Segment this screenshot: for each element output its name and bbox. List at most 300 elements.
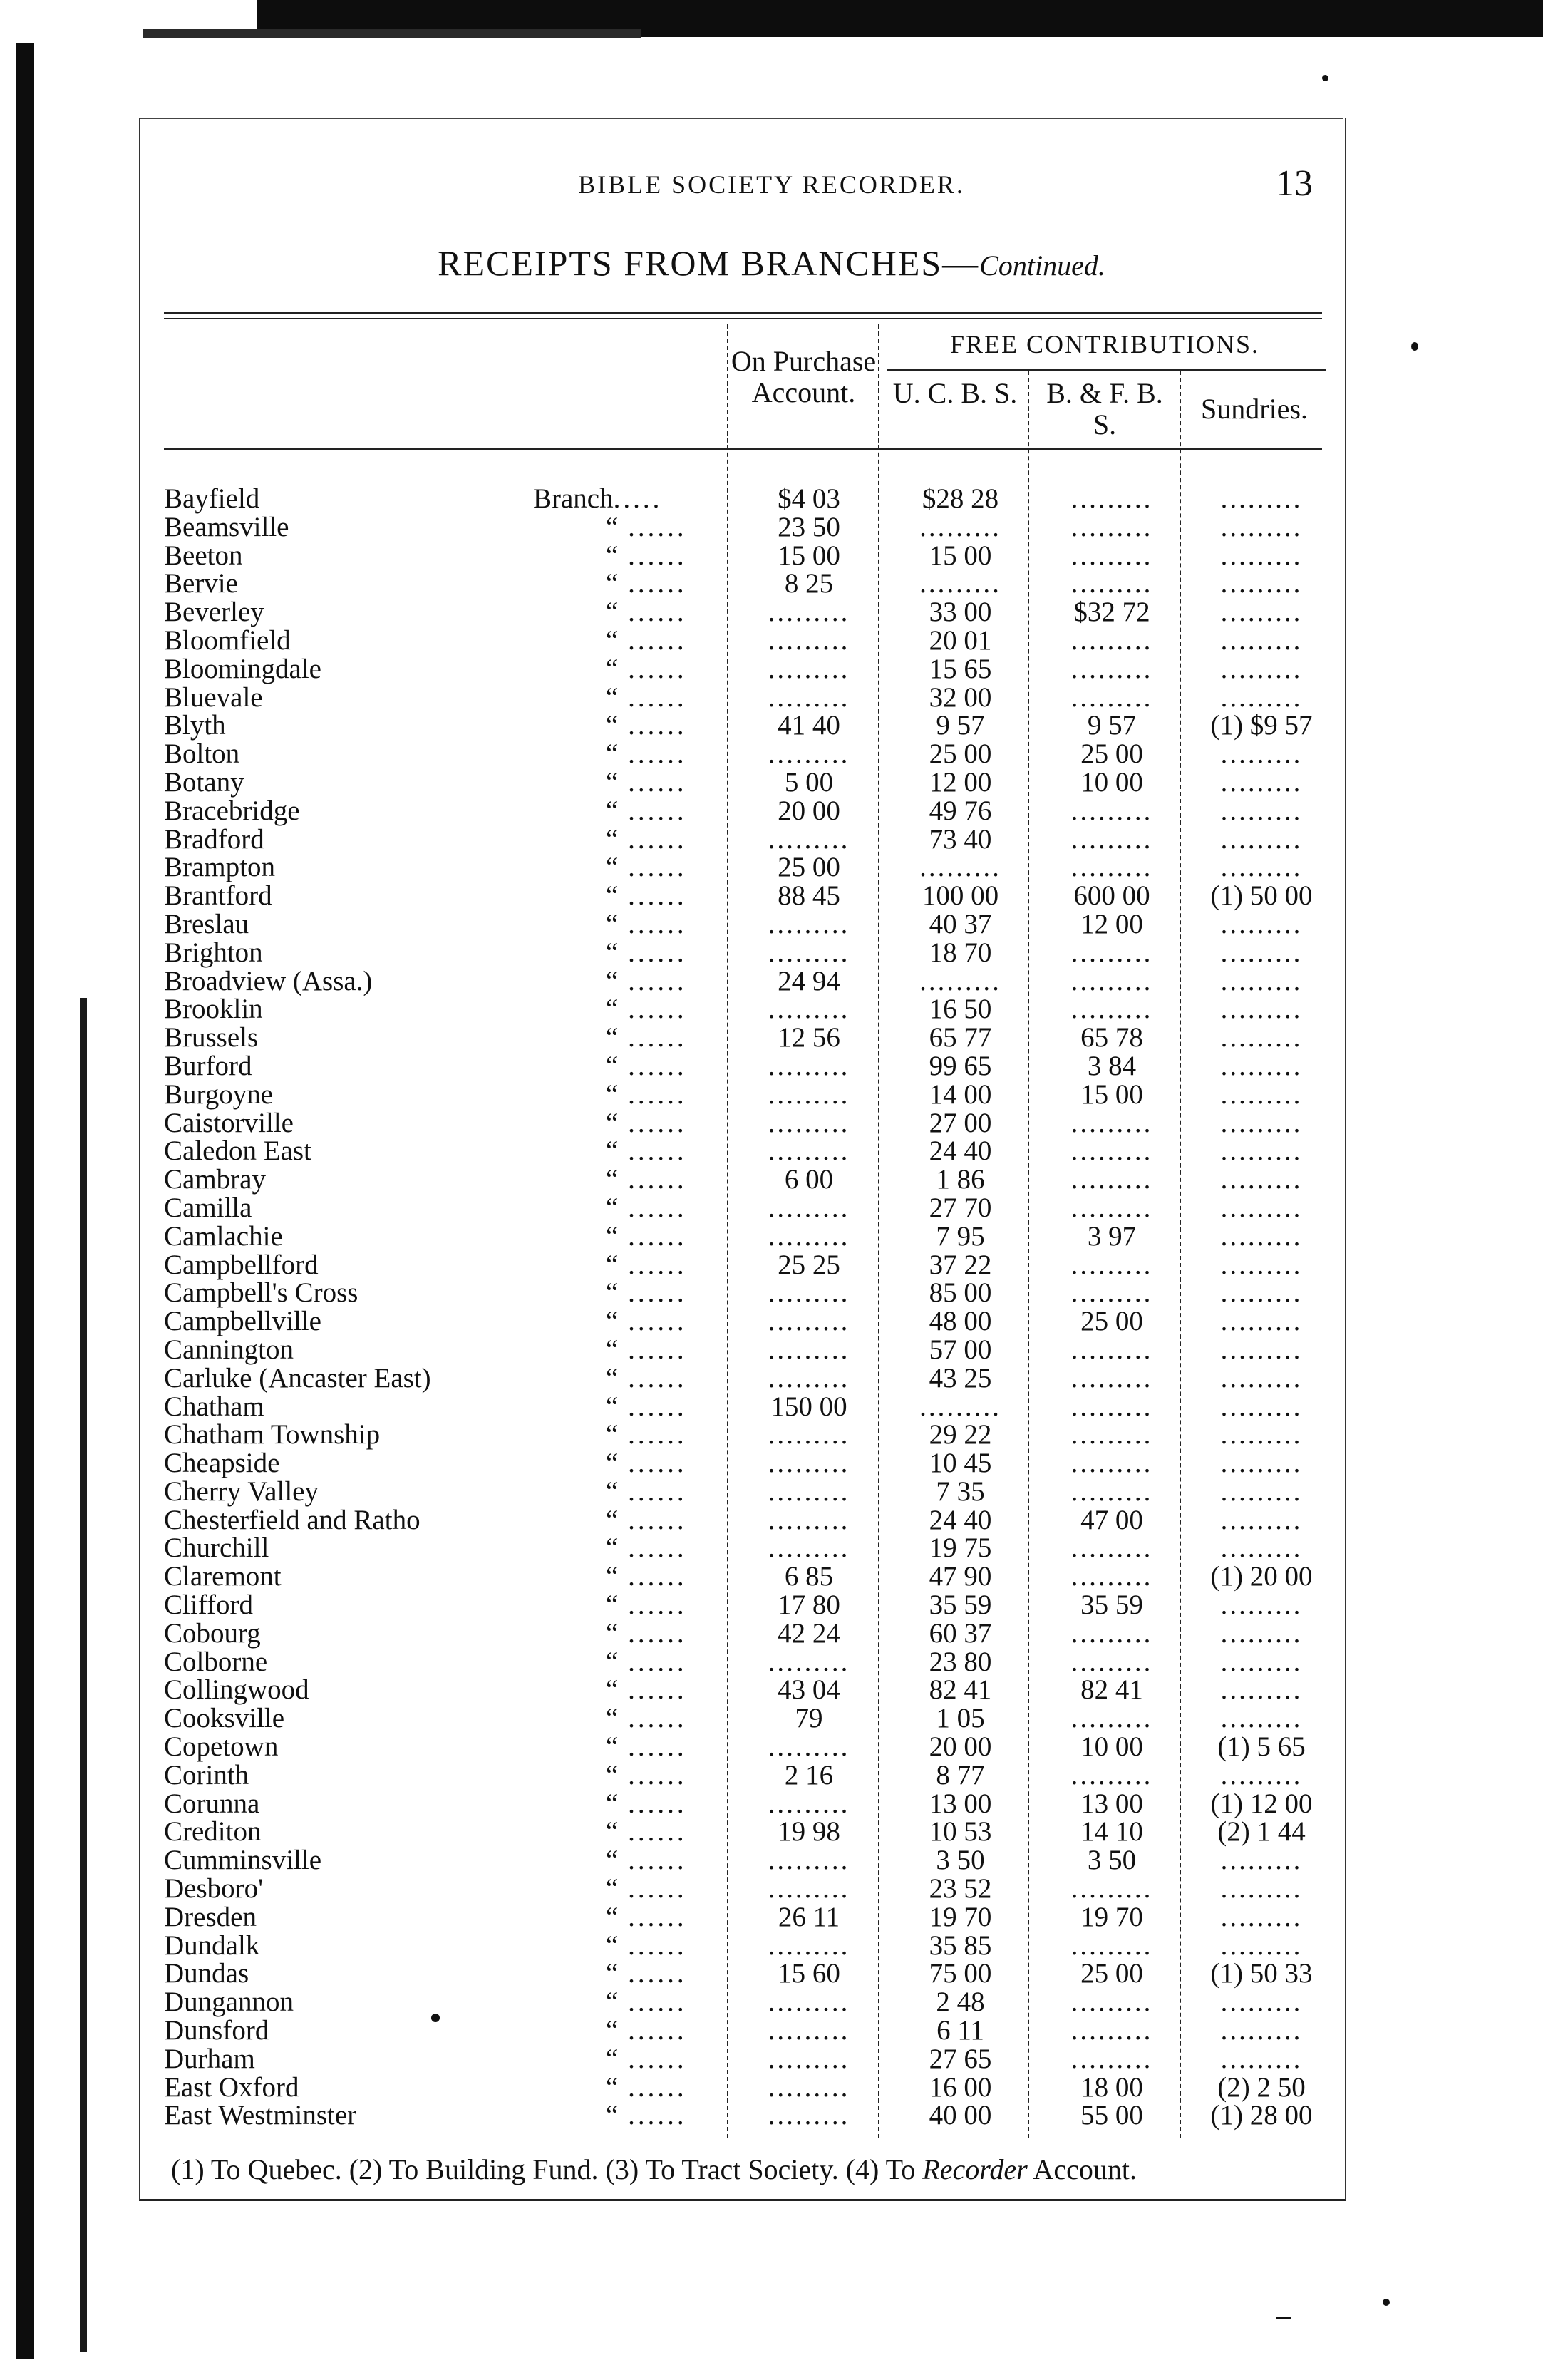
branch-name: Camlachie <box>164 1220 283 1252</box>
cell-sundries: (2) 1 44 <box>1217 1816 1306 1848</box>
cell-sundries <box>1190 1534 1333 1562</box>
cell-sundries <box>1190 1194 1333 1222</box>
cell-bf-bs: 3 84 <box>1087 1050 1137 1081</box>
branch-name: Dundalk <box>164 1930 260 1961</box>
ditto-mark: “ ...... <box>606 598 687 627</box>
branch-name: Chatham Township <box>164 1419 381 1451</box>
branch-name: Cooksville <box>164 1703 285 1734</box>
cell-purchase: 5 00 <box>784 766 834 798</box>
cell-sundries <box>1190 1704 1333 1733</box>
ditto-mark: “ ...... <box>606 711 687 741</box>
ditto-text: “ <box>606 541 619 570</box>
cell-sundries <box>1190 627 1333 655</box>
cell-uc-bs: 29 22 <box>929 1419 992 1451</box>
cell-bf-bs <box>1037 485 1187 513</box>
ditto-mark: “ ...... <box>606 1250 687 1279</box>
table-row <box>164 681 1333 713</box>
ditto-mark: “ ...... <box>606 1307 687 1336</box>
table-row <box>164 1137 1333 1165</box>
ditto-mark: “ ...... <box>606 1051 687 1081</box>
cell-bf-bs <box>1037 542 1187 570</box>
ditto-mark: “ ...... <box>606 2044 687 2074</box>
ditto-text: Branch <box>533 485 614 513</box>
cell-sundries <box>1190 1506 1333 1535</box>
cell-uc-bs: 60 37 <box>929 1617 992 1649</box>
scan-border-left <box>16 43 34 2359</box>
table-row <box>164 740 1333 768</box>
ditto-text: “ <box>606 2016 619 2045</box>
cell-uc-bs: 8 77 <box>936 1759 985 1791</box>
cell-purchase: 8 25 <box>784 568 834 599</box>
cell-uc-bs: 23 52 <box>929 1873 992 1905</box>
table-row <box>164 1364 1333 1393</box>
branch-name: Dundas <box>164 1958 249 1989</box>
cell-purchase <box>734 1222 884 1251</box>
cell-uc-bs: 15 65 <box>929 653 992 684</box>
table-row <box>164 1449 1333 1478</box>
cell-uc-bs: 40 37 <box>929 908 992 939</box>
cell-uc-bs: 35 59 <box>929 1590 992 1621</box>
cell-uc-bs: 19 75 <box>929 1532 992 1564</box>
ditto-text: “ <box>606 1818 619 1847</box>
cell-uc-bs: 73 40 <box>929 823 992 855</box>
cell-uc-bs: 20 01 <box>929 624 992 656</box>
table-row <box>164 2071 1333 2103</box>
ditto-mark: “ ...... <box>606 1959 687 1989</box>
cell-purchase <box>734 1988 884 2016</box>
ditto-mark: “ ...... <box>606 1080 687 1109</box>
cell-sundries <box>1190 1619 1333 1648</box>
cell-purchase <box>734 1109 884 1138</box>
table-row <box>164 1534 1333 1562</box>
ditto-mark: “ ...... <box>606 1704 687 1734</box>
ditto-text: “ <box>606 1421 619 1450</box>
ditto-text: “ <box>606 711 619 741</box>
cell-bf-bs <box>1037 1421 1187 1449</box>
cell-purchase <box>734 598 884 627</box>
scan-speck <box>1322 75 1328 81</box>
ditto-text: “ <box>606 938 619 967</box>
ditto-mark: “ ...... <box>606 1818 687 1847</box>
cell-bf-bs <box>1037 1393 1187 1421</box>
cell-uc-bs: 10 45 <box>929 1448 992 1479</box>
branch-name: Campbell's Cross <box>164 1277 358 1309</box>
cell-uc-bs: 16 50 <box>929 994 992 1025</box>
cell-purchase: 19 98 <box>778 1816 840 1848</box>
table-row <box>164 1988 1333 2016</box>
table-row <box>164 1024 1333 1052</box>
cell-purchase: 25 00 <box>778 852 840 883</box>
cell-purchase <box>734 825 884 854</box>
branch-name: Blyth <box>164 710 226 741</box>
table-row <box>164 1676 1333 1704</box>
scan-border-left-inner <box>80 998 87 2352</box>
cell-bf-bs <box>1037 2045 1187 2074</box>
branch-name: Brighton <box>164 937 263 968</box>
cell-bf-bs <box>1037 825 1187 854</box>
cell-sundries <box>1190 1591 1333 1619</box>
cell-uc-bs: 6 11 <box>936 2015 984 2046</box>
branch-name: Carluke (Ancaster East) <box>164 1362 431 1394</box>
ditto-mark: “ ...... <box>606 1875 687 1903</box>
cell-purchase: 2 16 <box>784 1759 834 1791</box>
cell-bf-bs: 10 00 <box>1080 1731 1143 1763</box>
cell-purchase: 150 00 <box>770 1391 847 1422</box>
ditto-text: “ <box>606 1875 619 1903</box>
cell-purchase <box>734 1081 884 1109</box>
cell-uc-bs: 23 80 <box>929 1646 992 1677</box>
ditto-text: “ <box>606 570 619 599</box>
ditto-mark: “ ...... <box>606 1279 687 1308</box>
cell-purchase <box>734 2016 884 2045</box>
scan-border-top-thin <box>143 29 641 38</box>
ditto-text: “ <box>606 1364 619 1393</box>
table-row <box>164 1165 1333 1194</box>
cell-purchase <box>734 1307 884 1336</box>
cell-sundries <box>1190 1421 1333 1449</box>
table-row <box>164 624 1333 656</box>
ditto-text: “ <box>606 1902 619 1932</box>
footnote <box>171 2153 1326 2186</box>
cell-uc-bs <box>887 513 1033 542</box>
cell-bf-bs: 13 00 <box>1080 1788 1143 1819</box>
cell-sundries <box>1190 1988 1333 2016</box>
cell-uc-bs: 99 65 <box>929 1050 992 1081</box>
cell-purchase <box>734 2074 884 2102</box>
cell-sundries <box>1190 1052 1333 1081</box>
ditto-text: “ <box>606 1505 619 1535</box>
table-row <box>164 1704 1333 1733</box>
cell-sundries <box>1190 598 1333 627</box>
ditto-text: “ <box>606 796 619 825</box>
table-row <box>164 1421 1333 1449</box>
footnote-4-italic: Recorder <box>922 2153 1028 2185</box>
ditto-mark: “ ...... <box>606 2101 687 2131</box>
section-title-text: RECEIPTS FROM BRANCHES— <box>438 243 980 283</box>
cell-purchase: 88 45 <box>778 880 840 912</box>
cell-uc-bs: 43 25 <box>929 1362 992 1394</box>
ditto-text: “ <box>606 1279 619 1308</box>
cell-sundries <box>1190 1676 1333 1704</box>
cell-bf-bs: 25 00 <box>1080 1306 1143 1337</box>
branch-name: Campbellford <box>164 1249 319 1280</box>
ditto-text: “ <box>606 654 619 684</box>
ditto-mark: “ ...... <box>606 1761 687 1790</box>
table-head-rule <box>164 448 1322 450</box>
table-row <box>164 1903 1333 1932</box>
cell-uc-bs: 24 40 <box>929 1504 992 1535</box>
branch-name: Cumminsville <box>164 1845 322 1876</box>
branch-name: Campbellville <box>164 1306 321 1337</box>
table-row <box>164 1279 1333 1307</box>
cell-uc-bs: 48 00 <box>929 1306 992 1337</box>
cell-purchase: 17 80 <box>778 1590 840 1621</box>
cell-bf-bs <box>1037 1478 1187 1506</box>
cell-purchase <box>734 2101 884 2130</box>
cell-bf-bs <box>1037 797 1187 825</box>
branch-name: Bloomingdale <box>164 653 321 684</box>
ditto-mark: “ ...... <box>606 2073 687 2102</box>
cell-uc-bs <box>887 570 1033 598</box>
cell-purchase <box>734 627 884 655</box>
cell-bf-bs <box>1037 1194 1187 1222</box>
table-row <box>164 1251 1333 1279</box>
table-row <box>164 1875 1333 1903</box>
table-row <box>164 1648 1333 1676</box>
cell-uc-bs: 27 65 <box>929 2043 992 2074</box>
cell-purchase <box>734 1336 884 1364</box>
ditto-text: “ <box>606 1165 619 1194</box>
cell-bf-bs <box>1037 1165 1187 1194</box>
cell-uc-bs: 19 70 <box>929 1901 992 1932</box>
scan-speck <box>1411 342 1418 351</box>
cell-sundries <box>1190 1307 1333 1336</box>
ditto-mark: “ ...... <box>606 654 687 684</box>
ditto-text: “ <box>606 598 619 627</box>
ditto-text: “ <box>606 2044 619 2074</box>
ditto-mark: “ ...... <box>606 1846 687 1875</box>
cell-purchase <box>734 684 884 712</box>
table-row <box>164 825 1333 854</box>
branch-name: Chesterfield and Ratho <box>164 1504 420 1535</box>
cell-bf-bs <box>1037 967 1187 996</box>
table-row <box>164 1393 1333 1421</box>
table-row <box>164 2045 1333 2074</box>
cell-purchase: 41 40 <box>778 710 840 741</box>
table-row <box>164 1959 1333 1988</box>
cell-sundries <box>1190 1024 1333 1052</box>
table-row <box>164 939 1333 967</box>
cell-bf-bs <box>1037 1988 1187 2016</box>
table-row <box>164 1733 1333 1761</box>
ditto-mark: “ ...... <box>606 1562 687 1592</box>
cell-uc-bs <box>887 1393 1033 1421</box>
ditto-mark: “ ...... <box>606 1619 687 1648</box>
cell-sundries <box>1190 655 1333 684</box>
cell-uc-bs: 65 77 <box>929 1022 992 1054</box>
branch-name: Beamsville <box>164 511 289 542</box>
ditto-text: “ <box>606 1392 619 1421</box>
branch-name: Copetown <box>164 1731 279 1763</box>
table-row <box>164 570 1333 598</box>
table-row <box>164 1761 1333 1790</box>
cell-purchase <box>734 1534 884 1562</box>
free-contributions-rule <box>887 369 1326 371</box>
ditto-text: “ <box>606 1335 619 1364</box>
cell-bf-bs: 12 00 <box>1080 908 1143 939</box>
branch-name: Durham <box>164 2043 255 2074</box>
cell-uc-bs: 9 57 <box>936 710 985 741</box>
ditto-mark: “ ...... <box>606 1421 687 1450</box>
ditto-text: “ <box>606 1024 619 1052</box>
cell-purchase: 15 60 <box>778 1958 840 1989</box>
ditto-text: “ <box>606 1222 619 1251</box>
ditto-mark: “ ...... <box>606 1137 687 1166</box>
cell-purchase <box>734 1790 884 1818</box>
ditto-mark: “ ...... <box>606 570 687 599</box>
section-title-continued: Continued. <box>979 249 1105 282</box>
ditto-mark: “ ...... <box>606 1165 687 1194</box>
cell-sundries: (1) 12 00 <box>1210 1788 1313 1819</box>
ditto-text: “ <box>606 1959 619 1989</box>
cell-uc-bs: 40 00 <box>929 2100 992 2131</box>
cell-sundries: (1) 5 65 <box>1217 1731 1306 1763</box>
scan-speck <box>1383 2299 1390 2306</box>
table-row <box>164 797 1333 825</box>
cell-bf-bs <box>1037 853 1187 882</box>
cell-sundries <box>1190 1449 1333 1478</box>
cell-bf-bs: 25 00 <box>1080 738 1143 770</box>
ditto-text: “ <box>606 1931 619 1960</box>
header-free-contributions: FREE CONTRIBUTIONS. <box>949 330 1260 359</box>
branch-name: Brooklin <box>164 994 263 1025</box>
cell-purchase: 23 50 <box>778 511 840 542</box>
cell-sundries <box>1190 740 1333 768</box>
table-row <box>164 1790 1333 1818</box>
branch-name: Corunna <box>164 1788 260 1819</box>
branch-name: Bolton <box>164 738 240 770</box>
cell-sundries <box>1190 1761 1333 1790</box>
ditto-mark: “ ...... <box>606 796 687 825</box>
ditto-text: “ <box>606 1449 619 1478</box>
cell-sundries <box>1190 1109 1333 1138</box>
cell-sundries: (1) 50 00 <box>1210 880 1313 912</box>
ditto-text: “ <box>606 825 619 854</box>
ditto-mark: “ ...... <box>606 740 687 768</box>
branch-name: East Oxford <box>164 2071 299 2103</box>
running-title: BIBLE SOCIETY RECORDER. <box>578 170 965 199</box>
ditto-mark: “ ...... <box>606 1988 687 2017</box>
ditto-text: “ <box>606 1733 619 1761</box>
cell-sundries <box>1190 797 1333 825</box>
cell-uc-bs <box>887 853 1033 882</box>
cell-bf-bs <box>1037 655 1187 684</box>
cell-sundries <box>1190 1137 1333 1165</box>
ditto-text: “ <box>606 512 619 542</box>
table-row <box>164 513 1333 542</box>
ditto-text: “ <box>606 1051 619 1081</box>
ditto-text: “ <box>606 882 619 910</box>
cell-uc-bs: 37 22 <box>929 1249 992 1280</box>
cell-purchase <box>734 1478 884 1506</box>
ditto-text: “ <box>606 1619 619 1648</box>
branch-name: Dunsford <box>164 2015 269 2046</box>
cell-bf-bs <box>1037 1875 1187 1903</box>
cell-purchase <box>734 1932 884 1960</box>
cell-uc-bs: 47 90 <box>929 1561 992 1592</box>
cell-sundries <box>1190 1648 1333 1676</box>
table-row <box>164 1562 1333 1591</box>
cell-purchase: 24 94 <box>778 965 840 996</box>
cell-bf-bs: 10 00 <box>1080 766 1143 798</box>
cell-bf-bs <box>1037 1251 1187 1279</box>
cell-sundries <box>1190 825 1333 854</box>
branch-name: Bloomfield <box>164 624 291 656</box>
branch-name: Corinth <box>164 1759 249 1791</box>
branch-name: Brussels <box>164 1022 259 1054</box>
ditto-text: “ <box>606 2101 619 2131</box>
page-number: 13 <box>1276 163 1313 204</box>
cell-bf-bs <box>1037 1704 1187 1733</box>
branch-name: Crediton <box>164 1816 262 1848</box>
table-row <box>164 1307 1333 1336</box>
branch-name: Churchill <box>164 1532 269 1564</box>
table-row <box>164 711 1333 740</box>
cell-uc-bs: $28 28 <box>922 483 999 514</box>
ditto-text: “ <box>606 1250 619 1279</box>
cell-sundries: (2) 2 50 <box>1217 2071 1306 2103</box>
table-row <box>164 1222 1333 1251</box>
table-row <box>164 1591 1333 1619</box>
ditto-text: “ <box>606 1477 619 1506</box>
ditto-mark: “ ...... <box>606 910 687 939</box>
table-top-rule <box>164 312 1322 314</box>
header-on-purchase: On Purchase Account. <box>731 345 877 408</box>
ditto-mark: “ ...... <box>606 1392 687 1421</box>
cell-purchase <box>734 1421 884 1449</box>
branch-name: Broadview (Assa.) <box>164 965 373 996</box>
table-row <box>164 768 1333 797</box>
ditto-text: “ <box>606 1534 619 1563</box>
branch-name: Cherry Valley <box>164 1475 319 1507</box>
cell-bf-bs: 55 00 <box>1080 2100 1143 2131</box>
footnote-3: (3) To Tract Society. <box>605 2153 839 2185</box>
cell-purchase <box>734 1052 884 1081</box>
cell-uc-bs: 1 05 <box>936 1703 985 1734</box>
cell-sundries <box>1190 684 1333 712</box>
cell-sundries <box>1190 485 1333 513</box>
footnote-2: (2) To Building Fund. <box>349 2153 599 2185</box>
cell-purchase <box>734 2045 884 2074</box>
ditto-text: “ <box>606 1562 619 1592</box>
branch-name: Caistorville <box>164 1107 294 1138</box>
cell-sundries <box>1190 1932 1333 1960</box>
table-row <box>164 542 1333 570</box>
cell-sundries <box>1190 1165 1333 1194</box>
ditto-mark: “ ...... <box>606 938 687 967</box>
cell-bf-bs: 3 97 <box>1087 1220 1137 1252</box>
cell-purchase <box>734 1506 884 1535</box>
ditto-text: “ <box>606 1193 619 1222</box>
cell-bf-bs <box>1037 1648 1187 1676</box>
cell-bf-bs <box>1037 2016 1187 2045</box>
cell-bf-bs: 18 00 <box>1080 2071 1143 2103</box>
cell-sundries: (1) 20 00 <box>1210 1561 1313 1592</box>
cell-sundries <box>1190 1336 1333 1364</box>
ditto-text: “ <box>606 967 619 996</box>
table-row <box>164 2016 1333 2045</box>
cell-uc-bs <box>887 967 1033 996</box>
cell-bf-bs: $32 72 <box>1073 597 1150 628</box>
branch-name: Cobourg <box>164 1617 261 1649</box>
cell-bf-bs: 82 41 <box>1080 1674 1143 1706</box>
footnote-4-prefix: (4) To <box>845 2153 923 2185</box>
cell-bf-bs <box>1037 1137 1187 1165</box>
ditto-mark: “ ...... <box>606 1449 687 1478</box>
cell-purchase <box>734 1449 884 1478</box>
cell-sundries <box>1190 853 1333 882</box>
cell-sundries <box>1190 768 1333 797</box>
cell-purchase <box>734 910 884 939</box>
cell-uc-bs: 18 70 <box>929 937 992 968</box>
cell-bf-bs: 35 59 <box>1080 1590 1143 1621</box>
cell-uc-bs: 27 70 <box>929 1192 992 1223</box>
branch-name: East Westminster <box>164 2100 357 2131</box>
cell-uc-bs: 14 00 <box>929 1078 992 1110</box>
ditto-text: “ <box>606 1591 619 1619</box>
cell-purchase <box>734 1364 884 1393</box>
cell-uc-bs: 24 40 <box>929 1135 992 1167</box>
